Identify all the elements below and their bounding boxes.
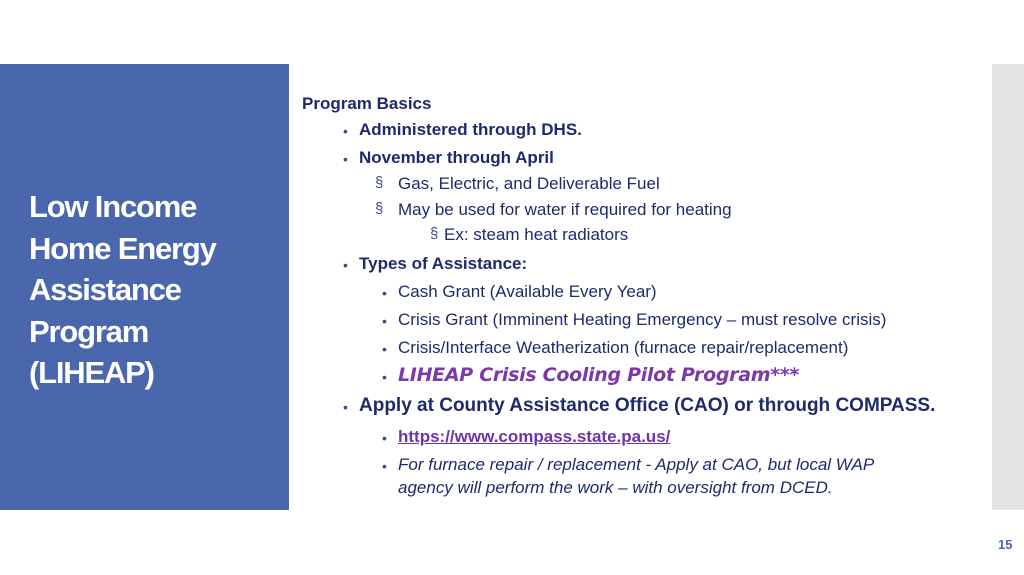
- item-apply: Apply at County Assistance Office (CAO) or through COMPASS.: [359, 395, 936, 416]
- item-crisis-grant: Crisis Grant (Imminent Heating Emergency – must resolve crisis): [398, 310, 887, 329]
- section-sign-icon: §: [375, 174, 384, 191]
- bullet-icon: •: [343, 123, 348, 139]
- item-furnace-line2: agency will perform the work – with oversight from DCED.: [398, 478, 833, 497]
- item-weatherization: Crisis/Interface Weatherization (furnace repair/replacement): [398, 338, 849, 357]
- bullet-icon: •: [343, 257, 348, 273]
- slide-title: Low Income Home Energy Assistance Program (LIHEAP): [29, 189, 216, 390]
- item-cash-grant: Cash Grant (Available Every Year): [398, 282, 657, 301]
- item-types: Types of Assistance:: [359, 254, 528, 273]
- bullet-icon: •: [382, 285, 387, 301]
- item-cooling-pilot: LIHEAP Crisis Cooling Pilot Program***: [398, 364, 800, 386]
- item-administered: Administered through DHS.: [359, 120, 582, 139]
- side-strip: [992, 64, 1024, 510]
- bullet-icon: •: [382, 369, 387, 385]
- section-sign-icon: §: [430, 225, 439, 242]
- item-water: May be used for water if required for heating: [398, 200, 732, 219]
- item-furnace-line1: For furnace repair / replacement - Apply at CAO, but local WAP: [398, 455, 875, 474]
- bullet-icon: •: [382, 430, 387, 446]
- bullet-icon: •: [343, 151, 348, 167]
- item-example: Ex: steam heat radiators: [444, 225, 629, 244]
- bullet-icon: •: [382, 458, 387, 474]
- bullet-icon: •: [382, 313, 387, 329]
- section-sign-icon: §: [375, 200, 384, 217]
- bullet-icon: •: [382, 341, 387, 357]
- compass-link[interactable]: https://www.compass.state.pa.us/: [398, 427, 671, 446]
- item-fuel: Gas, Electric, and Deliverable Fuel: [398, 174, 660, 193]
- section-heading: Program Basics: [302, 94, 432, 113]
- item-season: November through April: [359, 148, 554, 167]
- page-number: 15: [998, 537, 1013, 552]
- bullet-icon: •: [343, 399, 348, 415]
